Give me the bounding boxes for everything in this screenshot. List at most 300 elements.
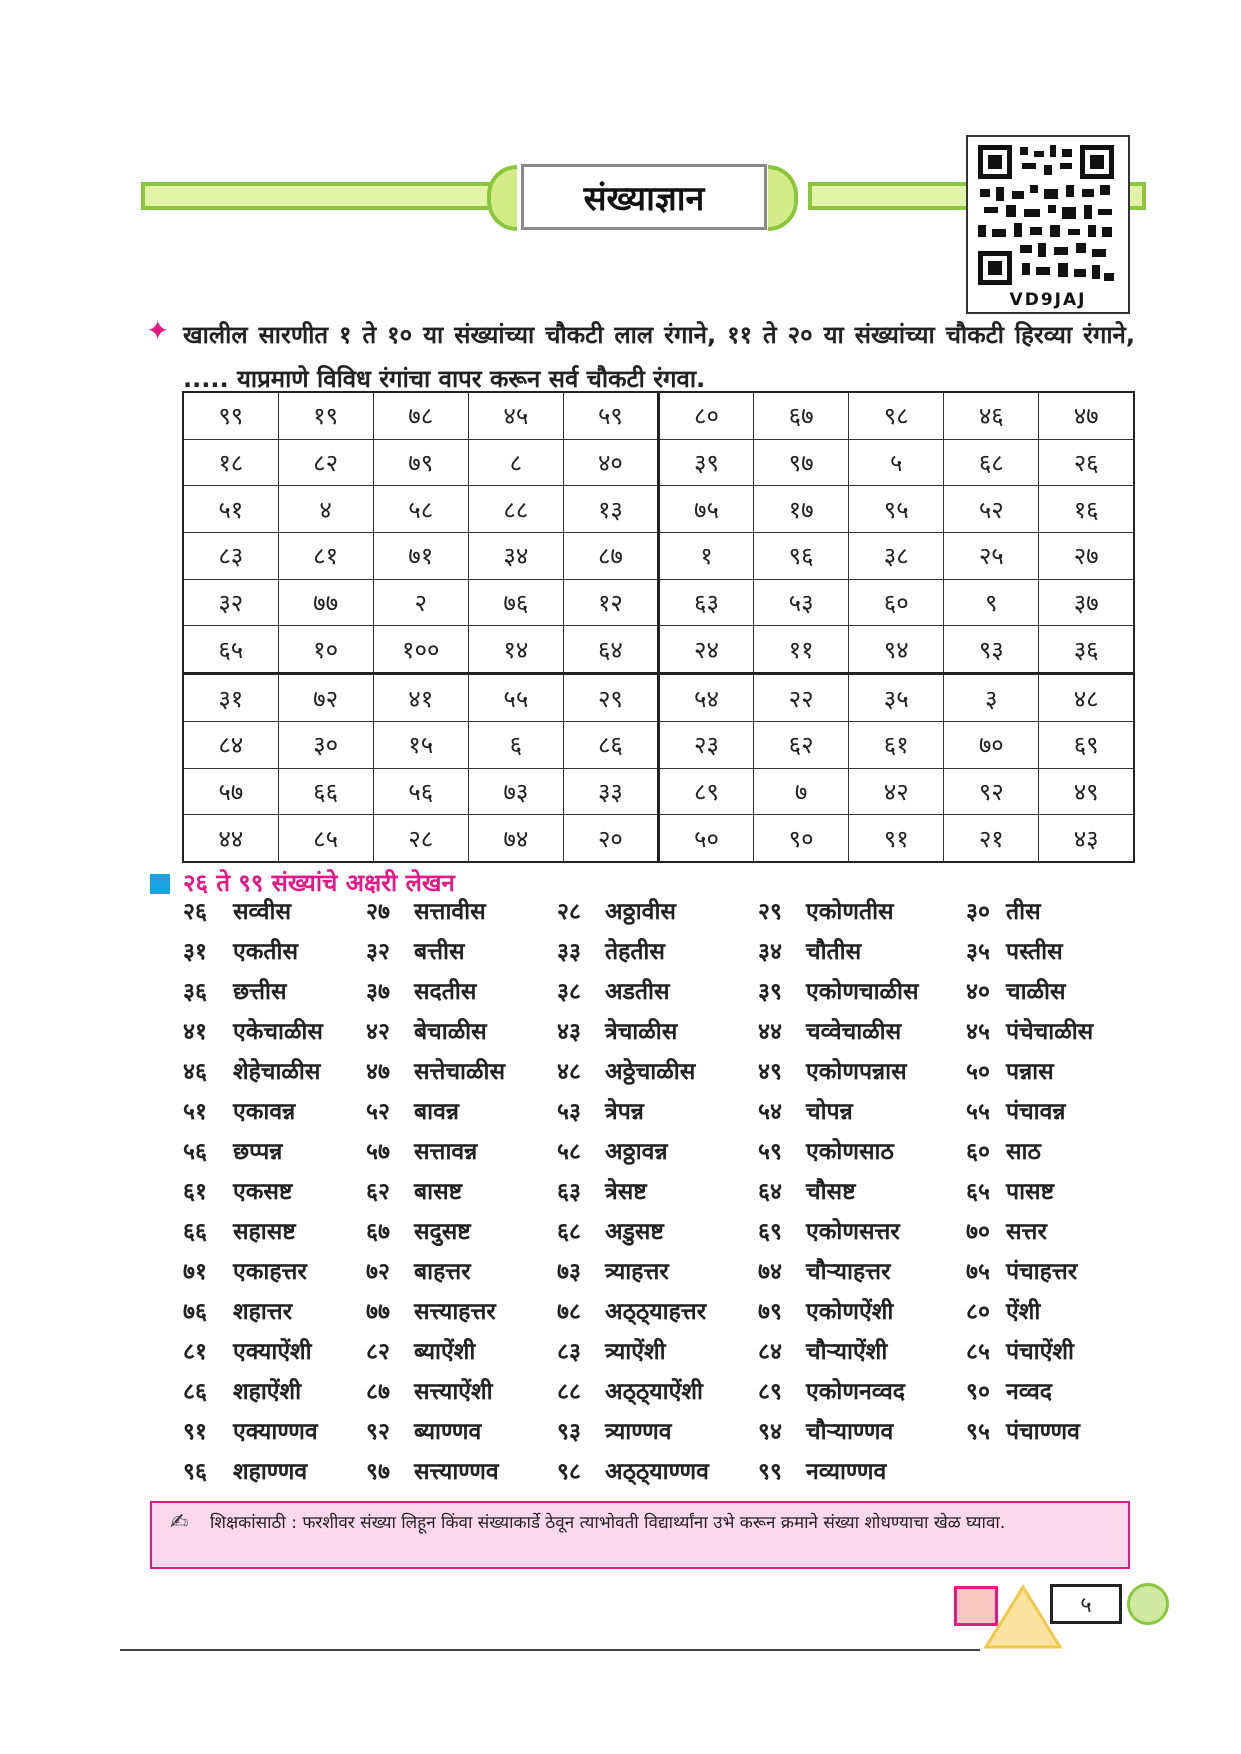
number-word: बासष्ट [414,1179,463,1205]
table-cell: ६७ [754,392,849,439]
number-numeral: ७८ [557,1299,581,1325]
table-cell: ८ [468,439,563,486]
number-numeral: ५८ [557,1139,581,1165]
list-item [366,1052,505,1092]
list-item [366,1332,476,1372]
number-word: पन्नास [1006,1059,1054,1085]
number-numeral: ६२ [366,1179,390,1205]
number-words-list [183,892,1143,1492]
table-row [183,768,1134,815]
number-word: सत्त्याहत्तर [414,1299,496,1325]
number-word: अठ्ठावीस [605,899,676,925]
number-word: एकाहत्तर [233,1259,307,1285]
table-row [183,721,1134,768]
number-numeral: ३३ [557,939,581,965]
list-item [758,932,862,972]
table-row [183,579,1134,626]
number-numeral: ६० [966,1139,990,1165]
table-cell: ४३ [1039,815,1134,862]
list-item [557,972,670,1012]
table-cell: ६१ [849,721,944,768]
number-numeral: ४४ [758,1019,782,1045]
number-word: चाळीस [1006,979,1066,1005]
number-numeral: ७७ [366,1299,390,1325]
number-word: अठ्ठ्याहत्तर [605,1299,707,1325]
list-row [183,1372,1143,1412]
list-item [183,1452,308,1492]
number-word: सत्तावन्न [414,1139,478,1165]
table-cell: ३७ [1039,579,1134,626]
number-numeral: ६९ [758,1219,782,1245]
table-cell: ५८ [373,486,468,533]
list-row [183,1132,1143,1172]
number-numeral: ३९ [758,979,782,1005]
number-word: चौऱ्याहत्तर [806,1259,891,1285]
list-row [183,932,1143,972]
number-numeral: ३१ [183,939,207,965]
list-item [183,1252,307,1292]
number-numeral: ४८ [557,1059,581,1085]
number-word: एकेचाळीस [233,1019,323,1045]
number-word: बावन्न [414,1099,459,1125]
number-word: एकोणसाठ [806,1139,894,1165]
table-cell: १८ [183,439,278,486]
number-numeral: ८९ [758,1379,782,1405]
number-numeral: ६१ [183,1179,207,1205]
table-cell: ७१ [373,532,468,579]
number-numeral: ५६ [183,1139,207,1165]
table-cell: ८१ [278,532,373,579]
number-word: एकोणऐंशी [806,1299,894,1325]
number-word: अठ्ठावन्न [605,1139,668,1165]
number-word: बेचाळीस [414,1019,487,1045]
list-item [183,1412,318,1452]
list-item [183,1132,283,1172]
number-word: एक्याऐंशी [233,1339,312,1365]
table-cell: ९७ [754,439,849,486]
table-cell: ९४ [849,626,944,674]
number-word: शेहेचाळीस [233,1059,321,1085]
table-cell: ४९ [1039,768,1134,815]
list-item [966,1172,1055,1212]
list-item [183,1372,302,1412]
list-item [557,1172,647,1212]
number-word: एकोणनव्वद [806,1379,905,1405]
table-cell: ५३ [754,579,849,626]
table-cell: ७७ [278,579,373,626]
number-word: पंचाण्णव [1006,1419,1080,1445]
number-word: पंचावन्न [1006,1099,1066,1125]
table-cell: १ [658,532,753,579]
table-cell: ९५ [849,486,944,533]
list-item [183,1292,293,1332]
table-row [183,674,1134,722]
table-cell: २३ [658,721,753,768]
table-cell: २५ [944,532,1039,579]
table-cell: ८८ [468,486,563,533]
number-word: एकावन्न [233,1099,296,1125]
number-numeral: २६ [183,899,207,925]
table-cell: ३२ [183,579,278,626]
footer-circle-shape [1127,1583,1169,1625]
table-cell: २१ [944,815,1039,862]
number-word: सत्तावीस [414,899,486,925]
table-cell: ९८ [849,392,944,439]
number-word: एकोणसत्तर [806,1219,900,1245]
table-cell: ६३ [658,579,753,626]
table-cell: १० [278,626,373,674]
list-item [183,1172,293,1212]
list-item [183,892,292,932]
table-cell: ६४ [563,626,658,674]
number-numeral: ८७ [366,1379,390,1405]
header-half-circle-right [768,165,798,231]
list-row [183,1452,1143,1492]
square-bullet-icon [150,874,170,894]
list-item [183,1052,321,1092]
list-row [183,1092,1143,1132]
table-cell: ३८ [849,532,944,579]
table-cell: ४६ [944,392,1039,439]
number-numeral: ८० [966,1299,990,1325]
table-cell: ५७ [183,768,278,815]
table-cell: १४ [468,626,563,674]
table-cell: ९३ [944,626,1039,674]
number-word: सदतीस [414,979,477,1005]
number-word: अडुसष्ट [605,1219,664,1245]
number-word: ऐंशी [1006,1299,1041,1325]
number-numeral: ९६ [183,1459,207,1485]
table-cell: २० [563,815,658,862]
list-item [557,1132,668,1172]
list-item [758,1092,853,1132]
number-word: एकोणतीस [806,899,894,925]
number-word: नव्याण्णव [806,1459,887,1485]
list-item [366,932,465,972]
list-item [183,1012,323,1052]
list-item [966,1052,1054,1092]
table-cell: ४० [563,439,658,486]
number-numeral: ९३ [557,1419,581,1445]
table-cell: १६ [1039,486,1134,533]
number-word: एकतीस [233,939,298,965]
number-numeral: ८८ [557,1379,581,1405]
number-numeral: ४७ [366,1059,390,1085]
table-cell: ८४ [183,721,278,768]
number-numeral: ५२ [366,1099,390,1125]
list-item [366,1412,482,1452]
list-item [758,972,919,1012]
number-word: चौऱ्याण्णव [806,1419,894,1445]
list-item [557,1252,669,1292]
header-bar-left [141,182,494,210]
number-word: पस्तीस [1006,939,1063,965]
number-numeral: ७४ [758,1259,782,1285]
number-numeral: ६५ [966,1179,990,1205]
number-word: त्रेपन्न [605,1099,644,1125]
table-cell: ५९ [563,392,658,439]
number-word: पंचेचाळीस [1006,1019,1094,1045]
number-word: शहाऐंशी [233,1379,302,1405]
list-item [557,1292,707,1332]
number-word: ब्याण्णव [414,1419,482,1445]
table-cell: ६२ [754,721,849,768]
list-item [966,1372,1052,1412]
table-cell: ५४ [658,674,753,722]
number-numeral: ६३ [557,1179,581,1205]
table-cell: ६५ [183,626,278,674]
teacher-note [150,1501,1130,1569]
table-cell: ९६ [754,532,849,579]
number-numeral: ५९ [758,1139,782,1165]
number-word: सव्वीस [233,899,292,925]
list-item [557,1412,672,1452]
list-row [183,1252,1143,1292]
number-numeral: ६७ [366,1219,390,1245]
list-item [557,1332,666,1372]
number-numeral: ५१ [183,1099,207,1125]
number-word: त्र्याऐंशी [605,1339,666,1365]
list-item [758,1292,894,1332]
list-item [758,1212,900,1252]
table-cell: ७९ [373,439,468,486]
number-word: एकोणचाळीस [806,979,919,1005]
list-item [966,972,1066,1012]
number-word: चव्वेचाळीस [806,1019,902,1045]
number-numeral: ५५ [966,1099,990,1125]
number-numeral: ५० [966,1059,990,1085]
table-cell: ९ [944,579,1039,626]
number-word: एकसष्ट [233,1179,293,1205]
table-cell: ८६ [563,721,658,768]
number-numeral: ९९ [758,1459,782,1485]
table-cell: २६ [1039,439,1134,486]
table-cell: ६ [468,721,563,768]
list-item [366,1132,478,1172]
list-item [183,1092,296,1132]
list-item [758,1052,907,1092]
number-word: छप्पन्न [233,1139,283,1165]
list-row [183,1052,1143,1092]
list-item [557,1452,709,1492]
number-numeral: ९४ [758,1419,782,1445]
list-item [366,1452,499,1492]
list-item [758,1412,894,1452]
table-cell: ५१ [183,486,278,533]
number-numeral: ७० [966,1219,990,1245]
header-half-circle-left [487,165,517,231]
table-row [183,439,1134,486]
number-word: चोपन्न [806,1099,853,1125]
list-item [366,1212,471,1252]
list-item [183,972,287,1012]
list-item [366,1012,487,1052]
list-item [758,1132,894,1172]
list-row [183,1012,1143,1052]
number-numeral: ९२ [366,1419,390,1445]
number-numeral: ५४ [758,1099,782,1125]
number-numeral: ८१ [183,1339,207,1365]
number-numeral: २७ [366,899,390,925]
number-numeral: २९ [758,899,782,925]
list-item [758,1372,905,1412]
number-numeral: ४१ [183,1019,207,1045]
list-item [966,932,1063,972]
table-cell: ८३ [183,532,278,579]
table-cell: ४२ [849,768,944,815]
table-cell: ६९ [1039,721,1134,768]
qr-code [966,135,1130,314]
number-word: अठ्ठ्याण्णव [605,1459,709,1485]
number-numeral: ७३ [557,1259,581,1285]
table-cell: ११ [754,626,849,674]
list-item [557,1012,678,1052]
list-item [557,1052,696,1092]
number-numeral: २८ [557,899,581,925]
list-item [557,892,676,932]
number-numeral: ४३ [557,1019,581,1045]
number-word: तेहतीस [605,939,665,965]
number-word: साठ [1006,1139,1041,1165]
table-cell: ७३ [468,768,563,815]
number-word: चौतीस [806,939,862,965]
number-numeral: ९८ [557,1459,581,1485]
number-numeral: ३० [966,899,990,925]
number-numeral: ४९ [758,1059,782,1085]
table-cell: ८२ [278,439,373,486]
number-numeral: ७१ [183,1259,207,1285]
table-cell: १२ [563,579,658,626]
number-word: त्रेसष्ट [605,1179,647,1205]
number-numeral: ३२ [366,939,390,965]
number-word: अठ्ठ्याऐंशी [605,1379,703,1405]
table-cell: ७२ [278,674,373,722]
number-numeral: ३४ [758,939,782,965]
list-item [966,1292,1041,1332]
table-cell: ४७ [1039,392,1134,439]
number-numeral: ९१ [183,1419,207,1445]
table-cell: ३३ [563,768,658,815]
table-cell: ९२ [944,768,1039,815]
qr-code-label: VD9JAJ [1009,290,1087,310]
number-table [182,391,1135,863]
number-numeral: ८३ [557,1339,581,1365]
table-cell: ३० [278,721,373,768]
section-title: २६ ते ९९ संख्यांचे अक्षरी लेखन [183,869,455,897]
number-numeral: ६६ [183,1219,207,1245]
instruction-text: खालील सारणीत १ ते १० या संख्यांच्या चौकटी लाल रंगाने, ११ ते २० या संख्यांच्या चौकटी हिरव्या रंगाने, ..... याप्रमाणे विविध रंगांचा वापर करून सर्व चौकटी रंगवा. [183,321,1135,393]
list-item [557,932,665,972]
number-numeral: ७५ [966,1259,990,1285]
list-item [966,1132,1041,1172]
number-numeral: ४६ [183,1059,207,1085]
table-cell: ४१ [373,674,468,722]
list-item [758,1252,891,1292]
list-item [966,1332,1074,1372]
table-cell: १०० [373,626,468,674]
table-cell: ५२ [944,486,1039,533]
list-item [758,1452,887,1492]
list-item [366,1372,493,1412]
number-numeral: ९० [966,1379,990,1405]
number-numeral: ४५ [966,1019,990,1045]
number-numeral: ३६ [183,979,207,1005]
number-numeral: ७२ [366,1259,390,1285]
number-word: सत्तर [1006,1219,1047,1245]
teacher-note-text: शिक्षकांसाठी : फरशीवर संख्या लिहून किंवा संख्याकार्डे ठेवून त्याभोवती विद्यार्थ्यांना उभे करून क्रमाने संख्या शोधण्याचा खेळ घ्यावा. [210,1513,1006,1533]
list-row [183,972,1143,1012]
number-word: पासष्ट [1006,1179,1055,1205]
list-row [183,1412,1143,1452]
number-word: एक्याण्णव [233,1419,318,1445]
table-cell: ५६ [373,768,468,815]
table-cell: ७४ [468,815,563,862]
list-item [758,1332,888,1372]
table-cell: ७६ [468,579,563,626]
table-cell: ९० [754,815,849,862]
table-cell: ७८ [373,392,468,439]
number-numeral: ५७ [366,1139,390,1165]
number-word: तीस [1006,899,1041,925]
number-numeral: ३५ [966,939,990,965]
list-item [966,1252,1078,1292]
number-numeral: ३८ [557,979,581,1005]
list-item [183,1332,312,1372]
table-cell: ७० [944,721,1039,768]
list-item [966,1012,1094,1052]
list-item [557,1092,644,1132]
number-word: सदुसष्ट [414,1219,471,1245]
table-cell: ३४ [468,532,563,579]
table-cell: ९९ [183,392,278,439]
table-cell: २८ [373,815,468,862]
table-cell: १५ [373,721,468,768]
page-title: संख्याज्ञान [521,164,767,230]
list-row [183,1292,1143,1332]
list-row [183,1212,1143,1252]
table-cell: ५ [849,439,944,486]
table-cell: ४५ [468,392,563,439]
table-cell: २ [373,579,468,626]
table-cell: ८५ [278,815,373,862]
number-word: सत्त्याऐंशी [414,1379,493,1405]
list-item [183,932,298,972]
table-cell: ४ [278,486,373,533]
list-item [966,1212,1047,1252]
table-cell: ८९ [658,768,753,815]
list-item [966,1412,1080,1452]
number-word: बत्तीस [414,939,465,965]
table-row [183,392,1134,439]
table-cell: ३९ [658,439,753,486]
number-word: पंचाऐंशी [1006,1339,1074,1365]
table-cell: ४४ [183,815,278,862]
number-word: सत्तेचाळीस [414,1059,505,1085]
table-cell: ५० [658,815,753,862]
number-word: अठ्ठेचाळीस [605,1059,696,1085]
table-cell: २७ [1039,532,1134,579]
list-item [557,1212,664,1252]
list-item [366,1092,459,1132]
list-item [366,972,477,1012]
number-word: त्र्याहत्तर [605,1259,669,1285]
list-item [966,1092,1066,1132]
table-cell: ३ [944,674,1039,722]
list-item [366,1252,471,1292]
number-numeral: ८६ [183,1379,207,1405]
footer-divider [120,1649,980,1651]
table-cell: ३१ [183,674,278,722]
